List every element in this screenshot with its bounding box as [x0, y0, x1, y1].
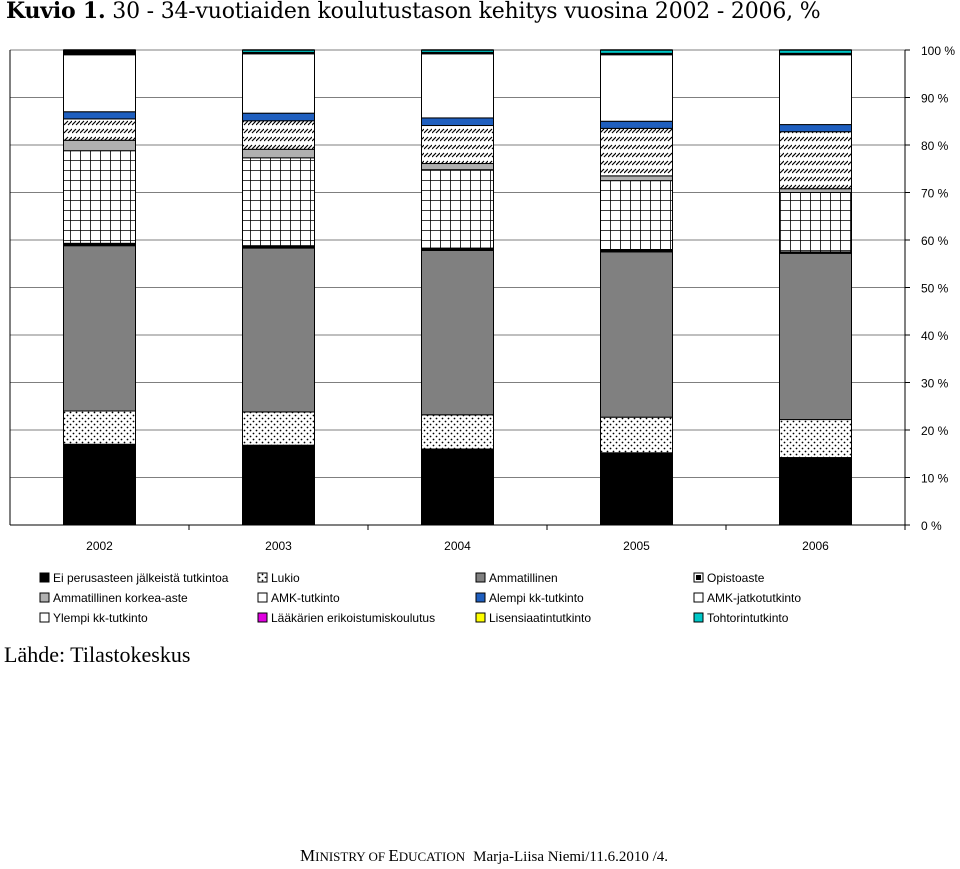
bar-segment [601, 121, 673, 128]
footer-org-rest-2: DUCATION [398, 849, 466, 864]
legend-label: Ammatillinen korkea-aste [53, 591, 188, 605]
bar-segment [422, 164, 494, 170]
bar-segment [243, 121, 315, 149]
legend-item [258, 611, 435, 625]
bar-segment [422, 118, 494, 126]
legend-label: Tohtorintutkinto [707, 611, 789, 625]
figure-label: Kuvio 1. [6, 0, 106, 24]
bar-segment [64, 246, 136, 411]
legend-label: Ei perusasteen jälkeistä tutkintoa [53, 571, 229, 585]
legend-swatch [694, 593, 703, 602]
bar-segment [243, 412, 315, 445]
y-tick-label: 80 % [921, 139, 949, 153]
y-tick-label: 30 % [921, 376, 949, 391]
legend-item [40, 611, 148, 625]
footer [300, 846, 668, 866]
legend-item [476, 571, 558, 585]
legend-swatch [40, 613, 49, 622]
bar-segment [780, 458, 852, 525]
y-tick-label: 20 % [921, 424, 949, 438]
figure-title-text: 30 - 34-vuotiaiden koulutustason kehitys vuosina 2002 - 2006, % [112, 0, 821, 24]
legend-item [40, 591, 188, 605]
x-tick-label: 2005 [623, 539, 650, 553]
y-tick-label: 10 % [921, 471, 949, 486]
bar-segment [601, 453, 673, 525]
bar-segment [64, 151, 136, 244]
bar-segment [243, 158, 315, 246]
bar-segment [601, 128, 673, 176]
legend-swatch [40, 593, 49, 602]
y-tick-label: 90 % [921, 91, 949, 106]
x-tick-label: 2004 [444, 539, 471, 553]
bar-segment [422, 415, 494, 449]
legend-item [476, 611, 591, 625]
legend-swatch [694, 613, 703, 622]
bar-segment [780, 420, 852, 458]
bar-segment [243, 149, 315, 158]
bar-segment [64, 119, 136, 140]
bar-segment [780, 132, 852, 189]
legend-swatch-inner [696, 575, 701, 580]
bar-segment [422, 170, 494, 248]
y-tick-label: 0 % [921, 519, 942, 533]
footer-author: Marja-Liisa Niemi/11.6.2010 /4. [473, 849, 668, 865]
x-tick-label: 2003 [265, 539, 292, 553]
y-tick-label: 50 % [921, 281, 949, 296]
y-tick-label: 60 % [921, 234, 949, 248]
bar-segment [422, 54, 494, 118]
y-tick-label: 70 % [921, 186, 949, 201]
legend-swatch [476, 593, 485, 602]
bar-segment [780, 253, 852, 419]
bar-segment [601, 252, 673, 417]
bar-segment [601, 176, 673, 181]
legend-swatch [258, 573, 267, 582]
legend-swatch [258, 613, 267, 622]
bar-segment [601, 55, 673, 122]
bar-segment [243, 54, 315, 113]
legend-label: Ammatillinen [489, 571, 558, 585]
y-tick-label: 40 % [921, 329, 949, 343]
bar-segment [780, 55, 852, 125]
x-tick-label: 2002 [86, 539, 113, 553]
legend-item [694, 611, 789, 625]
bar-segment [243, 113, 315, 121]
legend-label: Opistoaste [707, 571, 765, 585]
bar-segment [780, 125, 852, 132]
legend-label: Lääkärien erikoistumiskoulutus [271, 611, 436, 625]
bar-segment [64, 55, 136, 112]
legend-item [694, 591, 801, 605]
legend-swatch [40, 573, 49, 582]
legend-item [258, 571, 300, 585]
footer-org-initial-2: E [388, 846, 399, 865]
legend-label: Ylempi kk-tutkinto [53, 611, 148, 625]
legend-item [476, 591, 584, 605]
footer-org-initial: M [300, 846, 316, 865]
legend-swatch [476, 613, 485, 622]
bar-segment [64, 444, 136, 525]
bar-segment [243, 445, 315, 525]
bar-segment [64, 112, 136, 119]
bar-segment [601, 181, 673, 250]
legend-item [258, 591, 340, 605]
bar-segment [780, 193, 852, 252]
legend-swatch [258, 593, 267, 602]
bar-segment [422, 449, 494, 525]
bar-segment [64, 411, 136, 444]
legend-item [694, 571, 765, 585]
bar-segment [243, 248, 315, 412]
source-note: Lähde: Tilastokeskus [4, 642, 191, 667]
legend-label: Lukio [271, 571, 300, 585]
y-tick-label: 100 % [921, 44, 956, 58]
legend-swatch [476, 573, 485, 582]
legend-label: Lisensiaatintutkinto [489, 611, 592, 625]
bar-segment [422, 126, 494, 164]
bar-segment [64, 140, 136, 150]
legend-label: Alempi kk-tutkinto [489, 591, 584, 605]
bar-segment [601, 417, 673, 453]
legend-item [40, 571, 229, 585]
legend-label: AMK-tutkinto [271, 591, 340, 605]
bar-segment [780, 189, 852, 193]
x-tick-label: 2006 [802, 539, 829, 553]
footer-org-rest: INISTRY OF [315, 849, 389, 864]
legend-label: AMK-jatkotutkinto [707, 591, 802, 605]
bar-segment [422, 250, 494, 414]
